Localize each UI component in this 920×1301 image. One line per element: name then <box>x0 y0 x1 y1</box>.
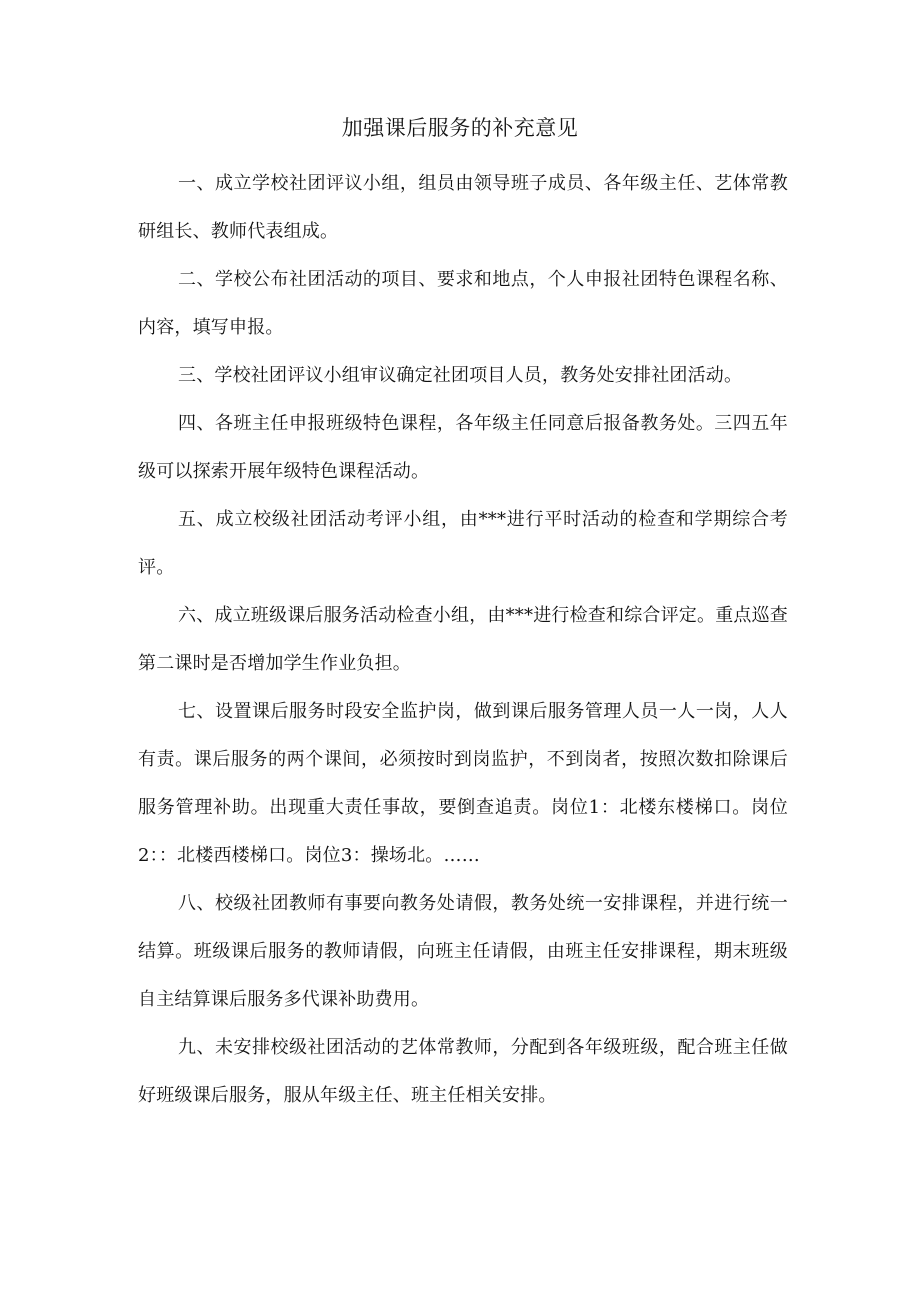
paragraph-5: 五、成立校级社团活动考评小组，由***进行平时活动的检查和学期综合考评。 <box>138 509 788 578</box>
document-title: 加强课后服务的补充意见 <box>341 116 579 140</box>
document-body <box>138 160 788 1120</box>
paragraph-4: 四、各班主任申报班级特色课程，各年级主任同意后报备教务处。三四五年级可以探索开展年级特色课程活动。 <box>138 413 788 482</box>
paragraph-8: 八、校级社团教师有事要向教务处请假，教务处统一安排课程，并进行统一结算。班级课后服务的教师请假，向班主任请假，由班主任安排课程，期末班级自主结算课后服务多代课补助费用。 <box>138 893 788 1010</box>
paragraph-2: 二、学校公布社团活动的项目、要求和地点，个人申报社团特色课程名称、内容，填写申报。 <box>138 269 788 338</box>
paragraph-7: 七、设置课后服务时段安全监护岗，做到课后服务管理人员一人一岗，人人有责。课后服务的两个课间，必须按时到岗监护，不到岗者，按照次数扣除课后服务管理补助。出现重大责任事故，要倒查追责。岗位1：北楼东楼梯口。岗位2：：北楼西楼梯口。岗位3：操场北。…… <box>138 701 788 866</box>
paragraph-9: 九、未安排校级社团活动的艺体常教师，分配到各年级班级，配合班主任做好班级课后服务，服从年级主任、班主任相关安排。 <box>138 1037 788 1106</box>
paragraph-1: 一、成立学校社团评议小组，组员由领导班子成员、各年级主任、艺体常教研组长、教师代表组成。 <box>138 173 788 242</box>
paragraph-3: 三、学校社团评议小组审议确定社团项目人员，教务处安排社团活动。 <box>178 365 743 386</box>
paragraph-6: 六、成立班级课后服务活动检查小组，由***进行检查和综合评定。重点巡查第二课时是否增加学生作业负担。 <box>138 605 788 674</box>
